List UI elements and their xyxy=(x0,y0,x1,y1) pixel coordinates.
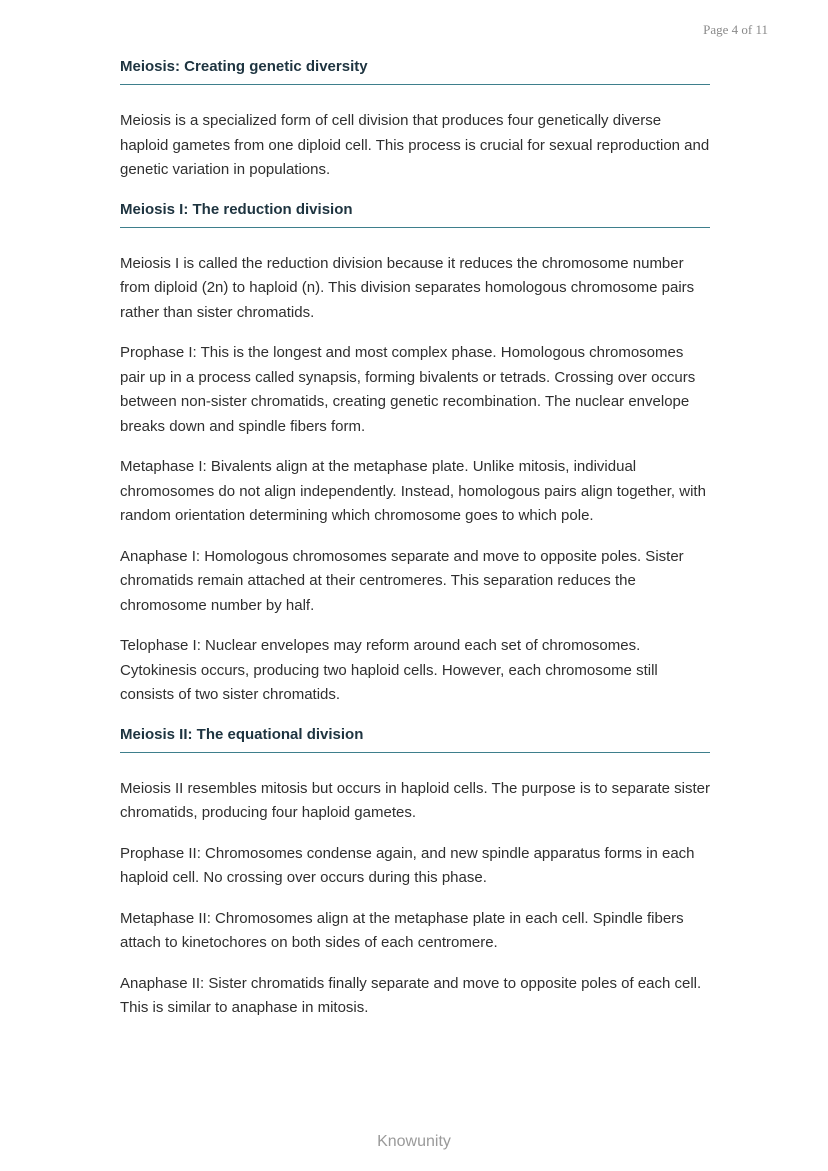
paragraph: Anaphase II: Sister chromatids finally separate and move to opposite poles of each cell. This is similar to anaphase in mitosis. xyxy=(120,974,702,1016)
section-heading: Meiosis II: The equational division xyxy=(120,726,710,753)
paragraph: Telophase I: Nuclear envelopes may reform around each set of chromosomes. Cytokinesis occurs, producing two haploid cells. However, each chromosome still consists of two sister chromatids. xyxy=(120,637,658,703)
page-number: Page 4 of 11 xyxy=(703,22,768,37)
paragraph: Meiosis II resembles mitosis but occurs in haploid cells. The purpose is to separate sister chromatids, producing four haploid gametes. xyxy=(120,779,710,821)
paragraph: Prophase II: Chromosomes condense again, and new spindle apparatus forms in each haploid cell. No crossing over occurs during this phase. xyxy=(120,844,695,886)
section-meiosis-two xyxy=(120,726,710,753)
section-heading: Meiosis I: The reduction division xyxy=(120,201,710,228)
paragraph: Anaphase I: Homologous chromosomes separate and move to opposite poles. Sister chromatids remain attached at their centromeres. This separation reduces the chromosome number by half. xyxy=(120,547,684,614)
section-meiosis-overview xyxy=(120,58,710,85)
footer-brand: Knowunity xyxy=(377,1133,451,1150)
section-meiosis-one xyxy=(120,201,710,228)
paragraph: Prophase I: This is the longest and most complex phase. Homologous chromosomes pair up in a process called synapsis, forming bivalents or tetrads. Crossing over occurs between non-sister chromatids, creating genetic recombination. The nuclear envelope breaks down and spindle fibers form. xyxy=(120,344,696,435)
paragraph: Metaphase I: Bivalents align at the metaphase plate. Unlike mitosis, individual chromosomes do not align independently. Instead, homologous pairs align together, with random orientation determining which chromosome goes to which pole. xyxy=(120,458,706,524)
paragraph: Meiosis is a specialized form of cell division that produces four genetically diverse haploid gametes from one diploid cell. This process is crucial for sexual reproduction and genetic variation in populations. xyxy=(120,112,710,178)
paragraph: Meiosis I is called the reduction division because it reduces the chromosome number from diploid (2n) to haploid (n). This division separates homologous chromosome pairs rather than sister chromatids. xyxy=(120,254,695,321)
document-body xyxy=(120,58,710,1037)
section-heading: Meiosis: Creating genetic diversity xyxy=(120,58,710,85)
paragraph: Metaphase II: Chromosomes align at the metaphase plate in each cell. Spindle fibers attach to kinetochores on both sides of each centromere. xyxy=(120,909,684,951)
